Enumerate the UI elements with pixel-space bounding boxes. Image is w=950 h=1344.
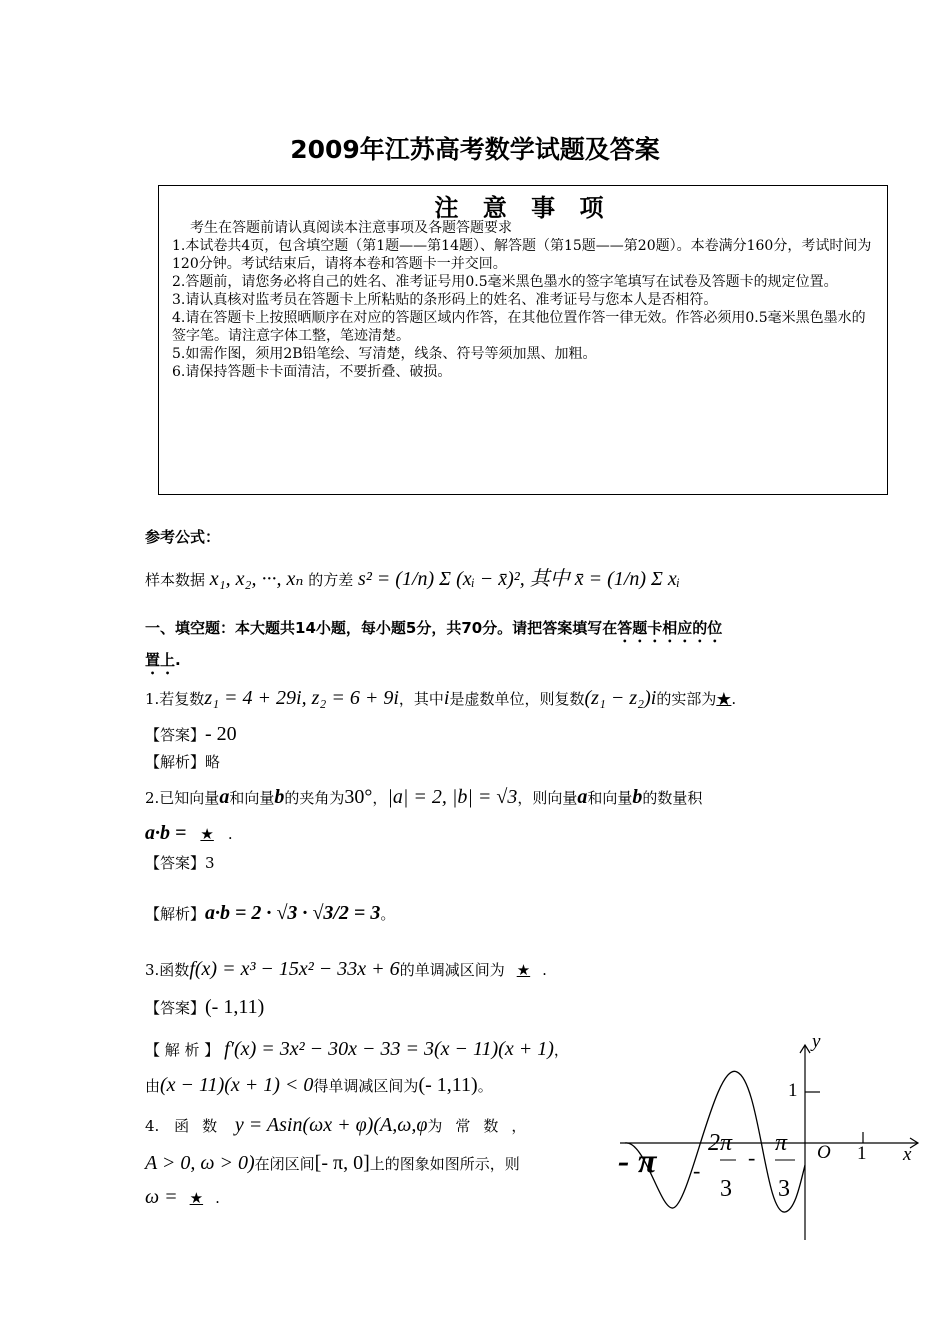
vector-a: a [577, 786, 588, 808]
q2-analysis [145, 900, 395, 927]
answer-value: (- 1,11) [205, 996, 265, 1018]
answer-value: 3 [205, 854, 215, 872]
q4-tail: 上的图象如图所示，则 [369, 1155, 520, 1173]
frac2-sign: - [748, 1145, 756, 1170]
section1-emphasis: 答题卡相应的位 [617, 619, 723, 637]
neg-pi-label: - π [618, 1143, 657, 1180]
frac1-sign: - [693, 1158, 701, 1183]
question-4-blank [145, 1184, 220, 1211]
q3-function: f(x) = x³ − 15x² − 33x + 6 [189, 958, 400, 980]
star-icon: ★ [716, 690, 732, 708]
answer-label: 【答案】 [145, 999, 206, 1017]
q4-pre: 函数 [174, 1117, 231, 1135]
y-one-label: 1 [788, 1080, 798, 1101]
section1-end: . [175, 651, 181, 669]
section1-emphasis-2: 置上 [145, 651, 176, 669]
q3-answer [145, 994, 264, 1021]
q1-i: i [443, 687, 450, 709]
q1-expr1: z₁ = 4 + 29i, z₂ = 6 + 9i [204, 687, 399, 709]
q2-answer [145, 853, 215, 873]
frac2-denominator: 3 [778, 1176, 790, 1202]
q2-cond: |a| = 2, |b| = √3 [387, 786, 518, 808]
notice-body [172, 219, 877, 381]
q3-end: . [542, 961, 547, 979]
notice-item: 6.请保持答题卡卡面清洁，不要折叠、破损。 [172, 364, 452, 380]
q1-pre: 1.若复数 [145, 690, 205, 708]
analysis-label: 【解析】 [145, 753, 206, 771]
q1-end: . [731, 690, 737, 708]
analysis-formula: a·b = 2 · √3 · √3/2 = 3 [205, 902, 381, 924]
origin-label: O [817, 1142, 831, 1163]
notice-item: 3.请认真核对监考员在答题卡上所粘贴的条形码上的姓名、准考证号与您本人是否相符。 [172, 292, 718, 308]
q2-and: 和向量 [229, 789, 275, 807]
notice-heading: 注 意 事 项 [434, 194, 612, 222]
q2-dot-product [145, 820, 233, 847]
q4-end: . [215, 1189, 220, 1207]
notice-item: 1.本试卷共4页，包含填空题（第1题——第14题）、解答题（第15题——第20题）。本卷满分160分，考试时间为120分钟。考试结束后，请将本卷和答题卡一并交回。 [172, 238, 872, 272]
x-one-label: 1 [857, 1143, 867, 1164]
formula-vars: x₁, x₂, ···, xₙ [209, 568, 304, 590]
q3-analysis [145, 1036, 569, 1063]
q4-mid: 在闭区间 [254, 1155, 315, 1173]
analysis-end: 。 [380, 905, 396, 923]
section1-heading [145, 618, 722, 646]
x-label: x [903, 1144, 912, 1165]
q3-inequality: (x − 11)(x + 1) < 0 [160, 1074, 314, 1096]
q1-analysis [145, 752, 220, 772]
q3-line2-end: 。 [477, 1077, 493, 1095]
answer-label: 【答案】 [145, 854, 206, 872]
sine-graph [600, 1025, 930, 1250]
frac2-numerator: π [775, 1130, 788, 1156]
notice-item: 2.答题前，请您务必将自己的姓名、准考证号用0.5毫米黑色墨水的签字笔填写在试卷及答题卡的规定位置。 [172, 274, 838, 290]
q4-cond: A > 0, ω > 0) [145, 1152, 255, 1174]
q2-and: 和向量 [587, 789, 633, 807]
q3-line2-mid: 得单调减区间为 [313, 1077, 419, 1095]
analysis-text: 略 [205, 753, 221, 771]
frac1-denominator: 3 [720, 1176, 732, 1202]
vector-b: b [274, 786, 285, 808]
analysis-label: 【 解 析 】 [145, 1041, 220, 1059]
formula-line [145, 566, 680, 593]
q2-end: . [227, 825, 233, 843]
variance-formula: s² = (1/n) Σ (xᵢ − x̄)², 其中 x̄ = (1/n) Σ xᵢ [358, 568, 680, 590]
q1-mid2: 是虚数单位，则复数 [449, 690, 585, 708]
star-icon: ★ [516, 961, 531, 979]
section1-text: 一、填空题：本大题共14小题，每小题5分，共70分。请把答案填写在 [145, 619, 618, 637]
analysis-end: ， [553, 1041, 569, 1059]
q1-post: 的实部为 [656, 690, 717, 708]
question-2: 2.已知向量a和向量b的夹角为30°，|a| = 2, |b| = √3，则向量a和向量b的数量积 [145, 786, 703, 808]
formula-heading: 参考公式： [145, 528, 221, 546]
q3-pre: 3.函数 [145, 961, 190, 979]
answer-label: 【答案】 [145, 726, 206, 744]
q2-mid: 的夹角为 [284, 789, 345, 807]
star-icon: ★ [189, 1189, 204, 1207]
answer-value: - 20 [205, 723, 237, 745]
frac1-numerator: 2π [708, 1130, 733, 1156]
q4-num: 4. [145, 1117, 160, 1135]
question-3 [145, 956, 547, 983]
q2-tail: 的数量积 [642, 789, 703, 807]
star-icon: ★ [200, 825, 214, 843]
analysis-formula: f′(x) = 3x² − 30x − 33 = 3(x − 11)(x + 1) [224, 1038, 554, 1060]
q1-expr2: (z₁ − z₂)i [584, 687, 657, 709]
analysis-label: 【解析】 [145, 905, 206, 923]
q3-post: 的单调减区间为 [399, 961, 505, 979]
q1-answer [145, 722, 237, 747]
q4-post: 为常数， [427, 1117, 540, 1135]
q4-interval: [- π, 0] [314, 1152, 370, 1174]
notice-item: 4.请在答题卡上按照晒顺序在对应的答题区域内作答，在其他位置作答一律无效。作答必须用0.5毫米黑色墨水的签字笔。请注意字体工整，笔迹清楚。 [172, 310, 866, 344]
notice-item: 5.如需作图，须用2B铅笔绘、写清楚，线条、符号等须加黑、加粗。 [172, 346, 597, 362]
formula-prefix: 样本数据 [145, 571, 206, 589]
q1-mid1: ，其中 [398, 690, 444, 708]
question-1 [145, 684, 736, 713]
formula-mid: 的方差 [308, 571, 354, 589]
vector-a: a [219, 786, 230, 808]
q2-angle: 30° [344, 786, 373, 808]
y-label: y [812, 1031, 821, 1052]
vector-b: b [632, 786, 643, 808]
q3-interval: (- 1,11) [418, 1074, 478, 1096]
q2-product: a·b = [145, 822, 187, 844]
question-4 [145, 1112, 539, 1139]
page-title: 2009年江苏高考数学试题及答案 [290, 135, 660, 164]
q3-line2-pre: 由 [145, 1077, 161, 1095]
q4-expr: y = Asin(ωx + φ)(A,ω,φ [234, 1114, 428, 1136]
section1-heading-cont [145, 650, 181, 678]
notice-intro: 考生在答题前请认真阅读本注意事项及各题答题要求 [190, 220, 512, 236]
q2-pre: 2.已知向量 [145, 789, 220, 807]
q4-omega: ω = [145, 1186, 178, 1208]
q3-analysis-2 [145, 1072, 493, 1099]
notice-box [158, 185, 888, 495]
question-4-cont [145, 1150, 520, 1177]
q2-post: ，则向量 [517, 789, 578, 807]
